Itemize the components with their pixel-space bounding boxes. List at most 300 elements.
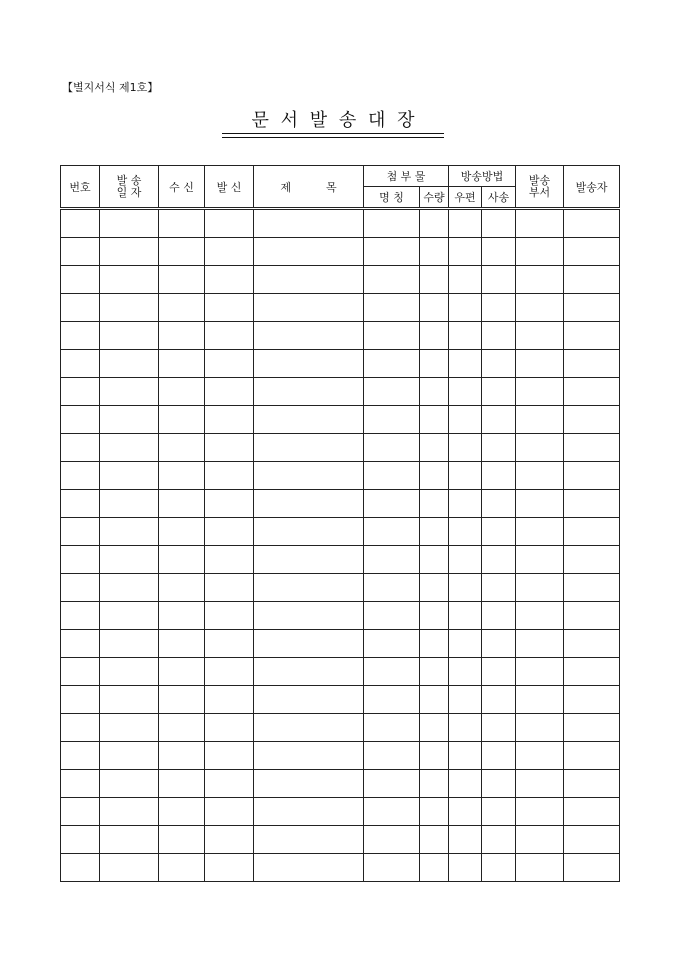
ledger-cell [516,294,564,322]
ledger-cell [564,798,620,826]
ledger-cell [364,209,420,238]
ledger-cell [449,406,482,434]
ledger-cell [516,266,564,294]
ledger-cell [254,238,364,266]
ledger-cell [254,798,364,826]
ledger-cell [254,209,364,238]
ledger-cell [516,826,564,854]
ledger-cell [516,406,564,434]
ledger-cell [205,854,254,882]
ledger-cell [449,378,482,406]
ledger-cell [159,322,205,350]
header-send-date-line2: 일 자 [116,185,142,199]
ledger-cell [564,686,620,714]
ledger-cell [254,294,364,322]
ledger-cell [205,462,254,490]
ledger-cell [254,742,364,770]
title-double-underline [222,133,444,138]
ledger-cell [254,854,364,882]
ledger-cell [420,266,449,294]
header-method-messenger: 사송 [482,187,516,209]
ledger-cell [254,434,364,462]
ledger-cell [205,322,254,350]
ledger-cell [205,714,254,742]
ledger-cell [254,658,364,686]
ledger-cell [100,826,159,854]
ledger-cell [205,266,254,294]
ledger-cell [564,546,620,574]
ledger-cell [516,798,564,826]
ledger-cell [449,686,482,714]
ledger-cell [254,378,364,406]
header-subject: 제 목 [254,166,364,209]
ledger-cell [100,434,159,462]
ledger-cell [564,294,620,322]
ledger-cell [482,602,516,630]
ledger-cell [61,322,100,350]
ledger-cell [516,238,564,266]
ledger-cell [516,630,564,658]
ledger-cell [449,209,482,238]
ledger-row [61,434,620,462]
ledger-cell [449,798,482,826]
ledger-cell [449,518,482,546]
ledger-cell [254,490,364,518]
ledger-row [61,266,620,294]
ledger-cell [449,322,482,350]
ledger-cell [159,462,205,490]
ledger-cell [364,854,420,882]
ledger-cell [364,602,420,630]
ledger-cell [100,602,159,630]
ledger-cell [100,378,159,406]
ledger-cell [516,322,564,350]
ledger-cell [159,658,205,686]
ledger-row [61,518,620,546]
ledger-cell [564,209,620,238]
ledger-cell [449,742,482,770]
ledger-cell [61,238,100,266]
ledger-cell [449,770,482,798]
header-send-date [100,166,159,209]
ledger-row [61,630,620,658]
ledger-cell [516,350,564,378]
ledger-cell [564,378,620,406]
ledger-cell [100,406,159,434]
form-label: 【별지서식 제1호】 [62,81,159,94]
ledger-cell [516,686,564,714]
ledger-cell [420,518,449,546]
ledger-row [61,686,620,714]
ledger-cell [205,630,254,658]
ledger-cell [159,602,205,630]
ledger-cell [420,686,449,714]
document-title: 문 서 발 송 대 장 [251,110,415,131]
ledger-cell [254,266,364,294]
ledger-cell [254,546,364,574]
ledger-cell [159,854,205,882]
ledger-cell [564,574,620,602]
header-attachment-name: 명 칭 [364,187,420,209]
ledger-cell [61,406,100,434]
ledger-cell [159,798,205,826]
ledger-row [61,406,620,434]
ledger-cell [364,406,420,434]
ledger-cell [482,490,516,518]
ledger-cell [159,266,205,294]
ledger-cell [61,798,100,826]
ledger-cell [482,406,516,434]
ledger-cell [205,518,254,546]
ledger-cell [564,742,620,770]
ledger-cell [100,854,159,882]
ledger-cell [364,574,420,602]
ledger-cell [420,714,449,742]
ledger-row [61,490,620,518]
ledger-cell [449,574,482,602]
ledger-cell [420,238,449,266]
header-method-post: 우편 [449,187,482,209]
ledger-cell [159,294,205,322]
ledger-cell [61,266,100,294]
ledger-cell [482,742,516,770]
ledger-cell [100,518,159,546]
ledger-cell [564,322,620,350]
ledger-cell [61,770,100,798]
ledger-cell [61,686,100,714]
ledger-cell [420,209,449,238]
ledger-cell [364,462,420,490]
ledger-cell [61,658,100,686]
ledger-cell [449,350,482,378]
ledger-cell [205,294,254,322]
ledger-cell [420,770,449,798]
ledger-cell [516,714,564,742]
ledger-cell [254,574,364,602]
ledger-cell [100,574,159,602]
ledger-cell [61,630,100,658]
ledger-cell [482,294,516,322]
ledger-cell [482,826,516,854]
ledger-cell [364,294,420,322]
header-dept [516,166,564,209]
ledger-cell [482,238,516,266]
ledger-cell [159,770,205,798]
ledger-cell [420,854,449,882]
ledger-cell [449,826,482,854]
ledger-body [61,209,620,882]
ledger-cell [420,434,449,462]
ledger-cell [564,266,620,294]
ledger-cell [420,294,449,322]
ledger-cell [159,546,205,574]
ledger-row [61,854,620,882]
ledger-cell [516,658,564,686]
ledger-cell [482,798,516,826]
ledger-cell [420,490,449,518]
ledger-cell [564,630,620,658]
ledger-cell [516,490,564,518]
ledger-cell [420,406,449,434]
ledger-cell [61,462,100,490]
ledger-cell [420,378,449,406]
ledger-cell [61,434,100,462]
ledger-row [61,770,620,798]
ledger-cell [100,686,159,714]
ledger-cell [482,546,516,574]
ledger-cell [420,826,449,854]
ledger-row [61,574,620,602]
ledger-cell [420,742,449,770]
header-sender: 발 신 [205,166,254,209]
ledger-cell [564,518,620,546]
ledger-cell [159,518,205,546]
ledger-cell [61,854,100,882]
header-method: 방송방법 [449,166,516,187]
ledger-cell [420,546,449,574]
ledger-row [61,714,620,742]
ledger-cell [449,546,482,574]
ledger-cell [100,658,159,686]
ledger-cell [564,602,620,630]
ledger-cell [364,266,420,294]
ledger-cell [364,714,420,742]
ledger-cell [364,378,420,406]
ledger-cell [482,209,516,238]
ledger-cell [205,658,254,686]
ledger-cell [254,826,364,854]
ledger-cell [482,350,516,378]
header-send-date-line1: 발 송 [116,173,142,187]
ledger-cell [100,798,159,826]
ledger-cell [100,770,159,798]
ledger-cell [516,854,564,882]
header-dept-line2: 부서 [528,185,551,199]
ledger-cell [516,209,564,238]
ledger-cell [61,826,100,854]
ledger-cell [205,490,254,518]
ledger-cell [482,714,516,742]
ledger-cell [364,630,420,658]
ledger-row [61,742,620,770]
ledger-row [61,378,620,406]
ledger-cell [205,406,254,434]
ledger-cell [254,770,364,798]
ledger-cell [254,322,364,350]
ledger-cell [482,434,516,462]
ledger-cell [61,714,100,742]
ledger-cell [564,406,620,434]
ledger-cell [159,742,205,770]
ledger-cell [100,462,159,490]
ledger-row [61,238,620,266]
ledger-cell [364,658,420,686]
ledger-cell [420,658,449,686]
ledger-cell [205,602,254,630]
header-dept-line1: 발송 [528,173,551,187]
ledger-cell [364,798,420,826]
ledger-cell [516,434,564,462]
ledger-cell [482,686,516,714]
ledger-cell [205,238,254,266]
ledger-cell [364,434,420,462]
ledger-cell [205,798,254,826]
ledger-cell [482,266,516,294]
ledger-cell [159,378,205,406]
ledger-cell [516,602,564,630]
ledger-cell [449,266,482,294]
ledger-cell [254,462,364,490]
ledger-cell [449,714,482,742]
ledger-cell [364,490,420,518]
ledger-cell [482,658,516,686]
ledger-cell [482,322,516,350]
ledger-cell [449,630,482,658]
ledger-cell [420,350,449,378]
ledger-cell [420,630,449,658]
ledger-cell [100,238,159,266]
ledger-cell [364,826,420,854]
ledger-cell [159,209,205,238]
ledger-cell [364,322,420,350]
ledger-cell [159,686,205,714]
ledger-cell [61,490,100,518]
ledger-cell [254,714,364,742]
ledger-cell [205,434,254,462]
ledger-cell [205,826,254,854]
ledger-cell [159,714,205,742]
ledger-cell [61,546,100,574]
ledger-cell [516,770,564,798]
header-recipient: 수 신 [159,166,205,209]
ledger-cell [564,658,620,686]
ledger-cell [159,350,205,378]
ledger-cell [205,686,254,714]
ledger-cell [564,854,620,882]
ledger-cell [449,490,482,518]
ledger-cell [100,350,159,378]
ledger-cell [564,770,620,798]
ledger-cell [564,826,620,854]
ledger-cell [159,238,205,266]
ledger-cell [420,798,449,826]
ledger-cell [159,490,205,518]
ledger-cell [61,602,100,630]
ledger-cell [159,826,205,854]
ledger-cell [100,490,159,518]
ledger-cell [482,770,516,798]
ledger-row [61,658,620,686]
ledger-cell [364,686,420,714]
ledger-cell [100,266,159,294]
ledger-row [61,294,620,322]
ledger-cell [364,238,420,266]
ledger-cell [61,742,100,770]
ledger-cell [100,209,159,238]
header-attachment: 첨 부 물 [364,166,449,187]
ledger-cell [564,238,620,266]
ledger-cell [420,322,449,350]
ledger-cell [564,462,620,490]
ledger-row [61,546,620,574]
ledger-cell [482,574,516,602]
ledger-cell [364,742,420,770]
ledger-cell [205,209,254,238]
ledger-cell [61,294,100,322]
ledger-row [61,798,620,826]
ledger-cell [159,630,205,658]
ledger-cell [449,462,482,490]
ledger-cell [254,602,364,630]
ledger-cell [254,350,364,378]
ledger-cell [100,546,159,574]
ledger-cell [205,350,254,378]
ledger-cell [449,602,482,630]
ledger-cell [61,350,100,378]
ledger-cell [100,714,159,742]
ledger-cell [449,854,482,882]
ledger-cell [61,574,100,602]
ledger-cell [254,518,364,546]
ledger-cell [205,378,254,406]
ledger-cell [449,238,482,266]
ledger-cell [564,490,620,518]
header-number: 번호 [61,166,100,209]
ledger-row [61,602,620,630]
ledger-cell [516,742,564,770]
dispatch-ledger-table [60,165,620,882]
ledger-cell [159,574,205,602]
ledger-cell [420,462,449,490]
ledger-cell [516,518,564,546]
ledger-cell [482,854,516,882]
ledger-cell [100,294,159,322]
ledger-cell [61,378,100,406]
ledger-row [61,209,620,238]
ledger-cell [100,742,159,770]
ledger-cell [482,630,516,658]
ledger-cell [449,294,482,322]
ledger-cell [254,686,364,714]
ledger-cell [100,630,159,658]
ledger-cell [61,209,100,238]
ledger-cell [100,322,159,350]
ledger-cell [564,434,620,462]
header-attachment-qty: 수량 [420,187,449,209]
ledger-row [61,826,620,854]
ledger-cell [420,602,449,630]
ledger-cell [205,546,254,574]
ledger-row [61,322,620,350]
header-sent-by: 발송자 [564,166,620,209]
ledger-cell [205,742,254,770]
ledger-cell [516,462,564,490]
ledger-cell [364,518,420,546]
ledger-cell [205,574,254,602]
ledger-row [61,462,620,490]
ledger-cell [449,434,482,462]
ledger-cell [61,518,100,546]
ledger-cell [159,434,205,462]
ledger-cell [482,378,516,406]
ledger-cell [254,630,364,658]
ledger-row [61,350,620,378]
ledger-cell [364,770,420,798]
ledger-cell [254,406,364,434]
ledger-cell [482,462,516,490]
ledger-cell [364,546,420,574]
ledger-cell [205,770,254,798]
